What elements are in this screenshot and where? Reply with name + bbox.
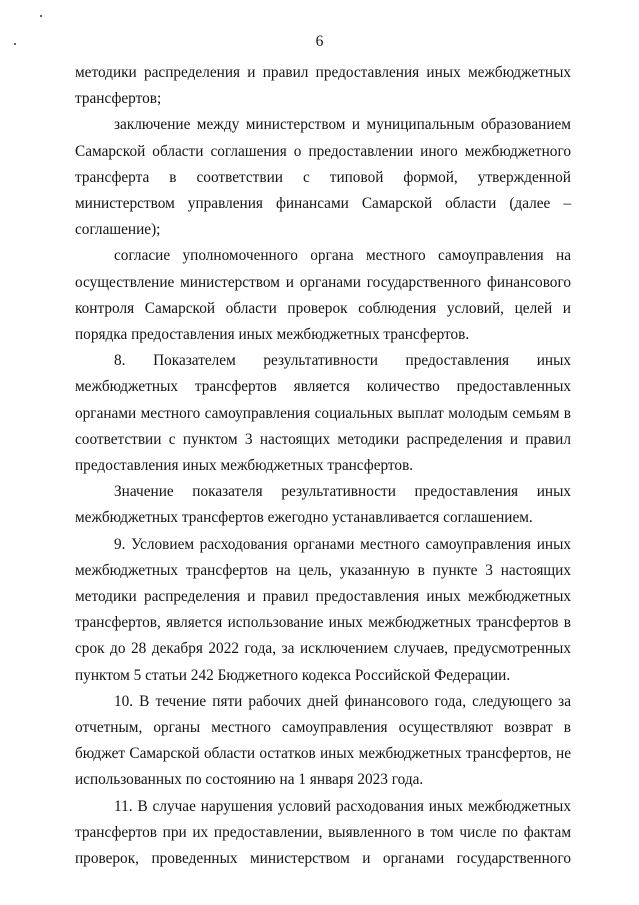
paragraph-consent: согласие уполномоченного органа местного самоуправления на осуществление министерством и органами государственного финансового контроля Самарской области проверок соблюдения условий, целей и порядка предоставления иных межбюджетных трансфертов. — [75, 247, 571, 344]
paragraph-indicator-value: Значение показателя результативности предоставления иных межбюджетных трансфертов ежегодно устанавливается соглашением. — [75, 483, 571, 527]
paragraph-continuation: методики распределения и правил предоставления иных межбюджетных трансфертов; — [75, 64, 571, 108]
scan-speck — [40, 15, 42, 17]
paragraph-item-11: 11. В случае нарушения условий расходования иных межбюджетных трансфертов при их предоставлении, выявленного в том числе по фактам проверок, проведенных министерством и органами государственного — [75, 797, 571, 868]
page-number: 6 — [315, 33, 324, 50]
paragraph-item-10: 10. В течение пяти рабочих дней финансового года, следующего за отчетным, органы местного самоуправления осуществляют возврат в бюджет Самарской области остатков иных межбюджетных трансфертов, не использованных по состоянию на 1 января 2023 года. — [75, 692, 571, 789]
paragraph-item-9: 9. Условием расходования органами местного самоуправления иных межбюджетных трансфертов на цель, указанную в пункте 3 настоящих методики распределения и правил предоставления иных межбюджетных трансфертов, является использование иных межбюджетных трансфертов в срок до 28 декабря 2022 года, за исключением случаев, предусмотренных пунктом 5 статьи 242 Бюджетного кодекса Российской Федерации. — [75, 535, 571, 684]
paragraph-item-8: 8. Показателем результативности предоставления иных межбюджетных трансфертов является количество предоставленных органами местного самоуправления социальных выплат молодым семьям в соответствии с пунктом 3 настоящих методики распределения и правил предоставления иных межбюджетных трансфертов. — [75, 352, 571, 475]
document-body — [75, 60, 571, 872]
paragraph-agreement: заключение между министерством и муниципальным образованием Самарской области соглашения о предоставлении иного межбюджетного трансферта в соответствии с типовой формой, утвержденной министерством управления финансами Самарской области (далее – соглашение); — [75, 116, 571, 239]
